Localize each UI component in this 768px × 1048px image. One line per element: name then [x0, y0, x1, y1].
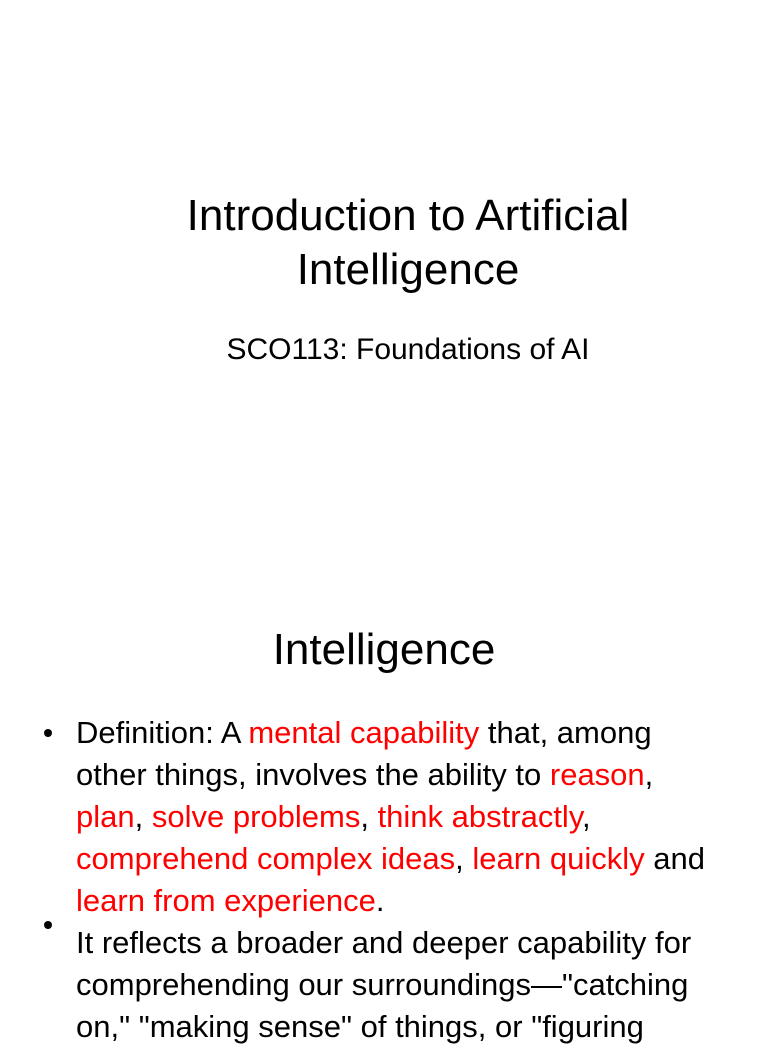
text-segment: ,: [582, 799, 591, 834]
text-segment: that, among: [479, 715, 652, 750]
text-line: comprehending our surroundings—"catching: [76, 967, 689, 1002]
text-segment: and: [644, 841, 705, 876]
highlighted-term: comprehend complex ideas: [76, 841, 456, 876]
text-segment: ,: [644, 757, 654, 792]
highlighted-term: learn from experience: [76, 883, 376, 918]
slide-intelligence: [0, 576, 768, 1044]
bullet-marker: [44, 729, 52, 737]
highlighted-term: reason: [549, 757, 645, 792]
text-segment: Definition: A: [76, 715, 249, 750]
text-segment: other things, involves the ability to: [76, 757, 550, 792]
slide-body: [76, 712, 756, 1044]
text-line: [76, 838, 756, 880]
text-line: on," "making sense" of things, or "figuring: [76, 1009, 644, 1044]
slide-heading: Intelligence: [272, 625, 496, 674]
text-line: [76, 880, 756, 922]
text-line: [76, 796, 756, 838]
bullet-item-definition: [76, 712, 756, 922]
text-line: [76, 754, 756, 796]
highlighted-term: plan: [76, 799, 135, 834]
bullet-item-reflection: [76, 922, 756, 1044]
text-line: [76, 712, 756, 754]
highlighted-term: learn quickly: [472, 841, 645, 876]
bullet-marker: [44, 921, 52, 929]
text-segment: .: [375, 883, 385, 918]
text-segment: ,: [134, 799, 152, 834]
highlighted-term: think abstractly: [377, 799, 583, 834]
text-line: It reflects a broader and deeper capability for: [76, 925, 692, 960]
highlighted-term: solve problems: [151, 799, 361, 834]
slide-subtitle: SCO113: Foundations of AI: [226, 333, 590, 366]
text-segment: ,: [455, 841, 473, 876]
text-segment: ,: [360, 799, 378, 834]
highlighted-term: mental capability: [248, 715, 480, 750]
slide-title: Introduction to Artificial Intelligence: [186, 191, 630, 294]
